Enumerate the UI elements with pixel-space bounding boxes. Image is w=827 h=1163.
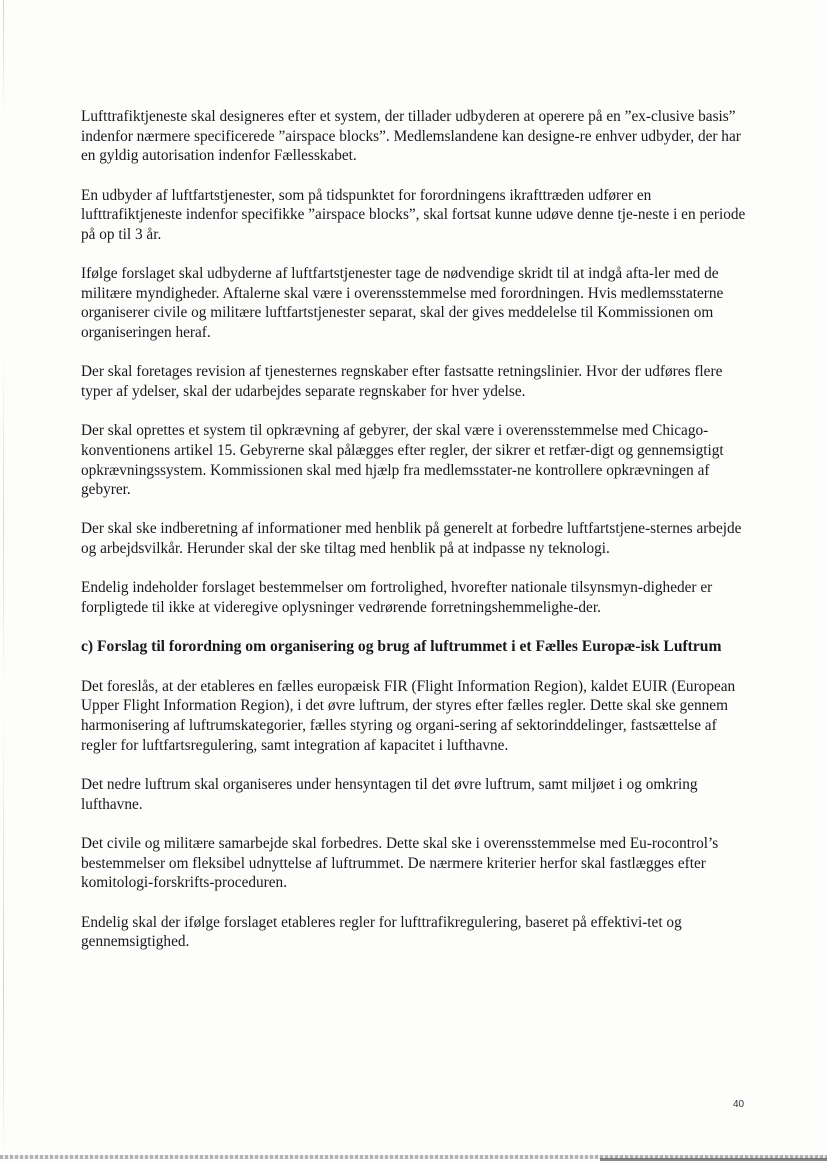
paragraph: Det nedre luftrum skal organiseres under hensyntagen til det øvre luftrum, samt miljøet i og omkring lufthavne.: [81, 776, 698, 813]
paragraph: Ifølge forslaget skal udbyderne af luftfartstjenester tage de nødvendige skridt til at indgå afta-ler med de militære myndigheder. Aftalerne skal være i overensstemmelse med forordningen. Hvis medlemsstaterne organiserer civile og militære luftfartstjenester separat, skal der gives meddelelse til Kommissionen om organiseringen heraf.: [81, 265, 724, 341]
paragraph: Der skal oprettes et system til opkrævning af gebyrer, der skal være i overensstemmelse med Chicago-konventionens artikel 15. Gebyrerne skal pålægges efter regler, der sikrer et retfær-digt og gennemsigtigt opkrævningssystem. Kommissionen skal med hjælp fra medlemsstater-ne kontrollere opkrævningen af gebyrer.: [81, 422, 724, 499]
scan-edge-left: [3, 0, 4, 1163]
paragraph: Lufttrafiktjeneste skal designeres efter et system, der tillader udbyderen at operere på en ”ex-clusive basis” indenfor nærmere specificerede ”airspace blocks”. Medlemslandene kan designe-re enhver udbyder, der har en gyldig autorisation indenfor Fællesskabet.: [81, 108, 741, 165]
section-heading: c) Forslag til forordning om organisering og brug af luftrummet i et Fælles Europæ-isk Luftrum: [81, 638, 722, 656]
paragraph: Der skal ske indberetning af informationer med henblik på generelt at forbedre luftfartstjene-sternes arbejde og arbejdsvilkår. Herunder skal der ske tiltag med henblik på at indpasse ny teknologi.: [81, 520, 742, 558]
paragraph: Det foreslås, at der etableres en fælles europæisk FIR (Flight Information Region), kaldet EUIR (European Upper Flight Information Region), i det øvre luftrum, der styres efter fælles regler. Dette skal ske gennem harmonisering af luftrumskategorier, fælles styring og organi-sering af sektorinddelinger, fastsættelse af regler for luftfartsregulering, samt integration af kapacitet i lufthavne.: [81, 677, 736, 754]
paragraph: Endelig indeholder forslaget bestemmelser om fortrolighed, hvorefter nationale tilsynsmyn-digheder er forpligtede til ikke at videregive oplysninger vedrørende forretningshemmelighe-der.: [81, 579, 713, 617]
document-body: [81, 107, 751, 972]
paragraph: Endelig skal der ifølge forslaget etableres regler for lufttrafikregulering, baseret på effektivi-tet og gennemsigtighed.: [81, 913, 682, 951]
paragraph: En udbyder af luftfartstjenester, som på tidspunktet for forordningens ikrafttræden udfører en lufttrafiktjeneste indenfor specifikke ”airspace blocks”, skal fortsat kunne udøve denne tje-neste i en periode på op til 3 år.: [81, 186, 746, 243]
paragraph: Det civile og militære samarbejde skal forbedres. Dette skal ske i overensstemmelse med Eu-rocontrol’s bestemmelser om fleksibel udnyttelse af luftrummet. De nærmere kriterier herfor skal fastlægges efter komitologi-forskrifts-proceduren.: [81, 835, 719, 892]
page-number: 40: [733, 1099, 745, 1110]
paragraph: Der skal foretages revision af tjenesternes regnskaber efter fastsatte retningslinier. Hvor der udføres flere typer af ydelser, skal der udarbejdes separate regnskaber for hver ydelse.: [81, 363, 723, 400]
scan-edge-bottom-shadow: [600, 1158, 827, 1161]
